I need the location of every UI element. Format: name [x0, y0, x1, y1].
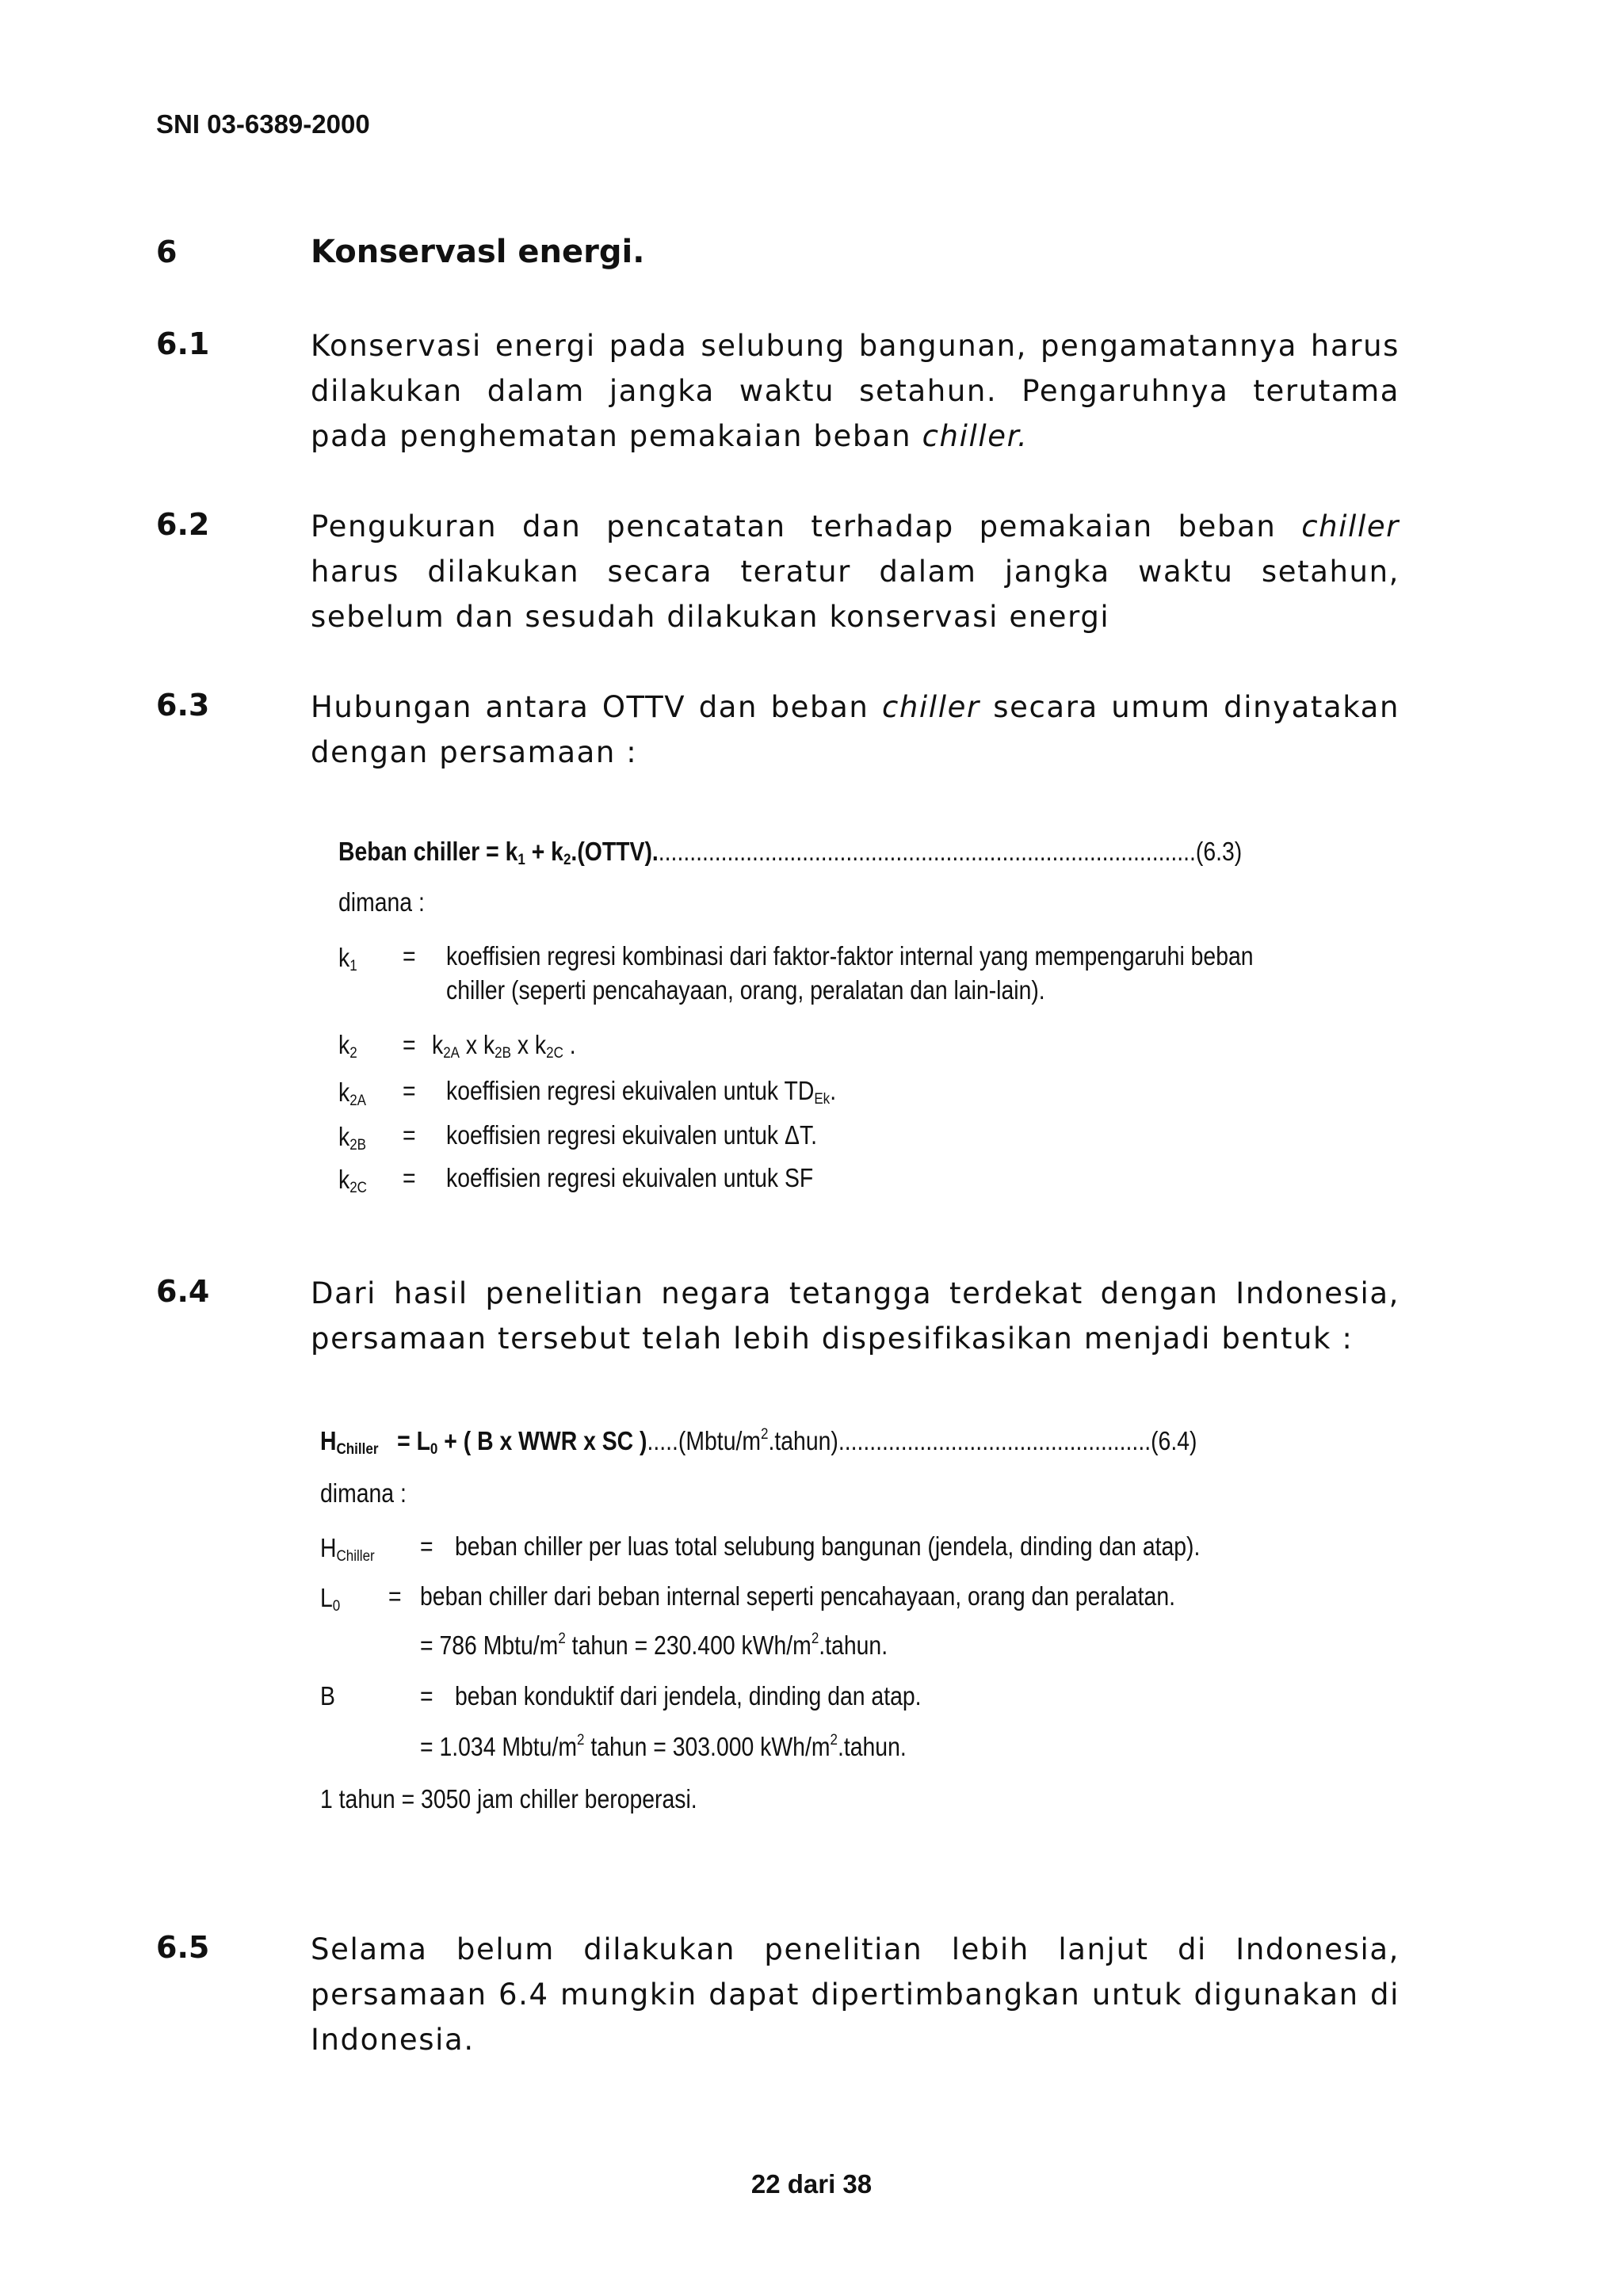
value-l0: = 786 Mbtu/$m^2$ tahun = 230.400 kWh/$m^2.tahun$. — [420, 1630, 888, 1660]
clause-text-6-4: Dari hasil penelitian negara tetangga terdekat dengan Indonesia, persamaan tersebut telah lebih dispesifikasikan menjadi bentuk : — [311, 1276, 1400, 1356]
definition-k1-line2: chiller (seperti pencahayaan, orang, peralatan dan lain-lain). — [446, 975, 1045, 1005]
value-b: = 1.034 Mbtu/$m^2$ tahun = 303.000 kWh/$m^2.tahun$. — [420, 1731, 907, 1761]
document-code-header: SNI 03-6389-2000 — [156, 109, 370, 139]
operating-hours-note: 1 tahun = 3050 jam chiller beroperasi. — [320, 1784, 697, 1814]
clause-text-6-2: Pengukuran dan pencatatan terhadap pemakaian beban chiller harus dilakukan secara teratur dalam jangka waktu setahun, sebelum dan sesudah dilakukan konservasi energi — [311, 509, 1400, 634]
symbol-k2: $k_2$ — [338, 1030, 357, 1062]
definition-k1-line1: koeffisien regresi kombinasi dari faktor-faktor internal yang mempengaruhi beban — [446, 941, 1254, 971]
equals-sign: = — [403, 1163, 416, 1192]
where-label: dimana : — [320, 1478, 407, 1508]
clause-number-6-3: 6.3 — [156, 688, 210, 723]
definition-k2: $k_{2A}$ x $k_{2B}$ x $k_{2C}$ . — [432, 1030, 576, 1062]
symbol-k2c: $k_{2C}$ — [338, 1165, 367, 1196]
definition-l0: beban chiller dari beban internal seperti pencahayaan, orang dan peralatan. — [420, 1581, 1176, 1611]
section-title: Konservasl energi. — [311, 234, 645, 270]
section-number: 6 — [156, 235, 178, 269]
equals-sign: = — [403, 1030, 416, 1059]
symbol-l0: $L_0$ — [320, 1583, 341, 1615]
symbol-h-chiller: $H_{Chiller}$ — [320, 1533, 375, 1565]
equals-sign: = — [403, 1120, 416, 1150]
equals-sign: = — [420, 1681, 433, 1711]
definition-k2c: koeffisien regresi ekuivalen untuk SF — [446, 1163, 814, 1192]
symbol-b: B — [320, 1681, 335, 1711]
symbol-k2a: $k_{2A}$ — [338, 1077, 367, 1109]
equals-sign: = — [403, 941, 416, 971]
clause-text-6-1: Konservasi energi pada selubung bangunan, pengamatannya harus dilakukan dalam jangka waktu setahun. Pengaruhnya terutama pada penghematan pemakaian beban chiller. — [311, 329, 1400, 453]
page-number-footer: 22 dari 38 — [750, 2169, 873, 2199]
clause-number-6-5: 6.5 — [156, 1930, 210, 1965]
equation-ref-6-4: (6.4) — [1151, 1426, 1197, 1455]
clause-number-6-1: 6.1 — [156, 326, 210, 361]
definition-b: beban konduktif dari jendela, dinding dan atap. — [455, 1681, 922, 1711]
clause-number-6-4: 6.4 — [156, 1274, 210, 1309]
symbol-k2b: $k_{2B}$ — [338, 1122, 367, 1154]
symbol-k1: $k_1$ — [338, 943, 357, 974]
equals-sign: = — [403, 1076, 416, 1105]
equation-6-4: $H_{Chiller}$ = $L_0$ + ( B x WWR x SC )$.....(Mbtu/m^2.tahun)..................................................(6.4)$ — [320, 1425, 1197, 1458]
equals-sign: = — [388, 1581, 402, 1611]
where-label: dimana : — [338, 887, 425, 917]
definition-h-chiller: beban chiller per luas total selubung bangunan (jendela, dinding dan atap). — [455, 1531, 1201, 1561]
equation-6-3: Beban chiller = $k_1$ + $k_2.(OTTV).......................................................................................(6.3)$ — [338, 837, 1243, 868]
equation-ref-6-3: (6.3) — [1195, 837, 1243, 866]
definition-k2a: koeffisien regresi ekuivalen untuk $TD_{Ek}$. — [446, 1076, 837, 1108]
clause-text-6-3: Hubungan antara OTTV dan beban chiller secara umum dinyatakan dengan persamaan : — [311, 690, 1400, 769]
clause-text-6-5: Selama belum dilakukan penelitian lebih lanjut di Indonesia, persamaan 6.4 mungkin dapat dipertimbangkan untuk digunakan di Indonesia. — [311, 1932, 1400, 2057]
equals-sign: = — [420, 1531, 433, 1561]
definition-k2b: koeffisien regresi ekuivalen untuk ΔT. — [446, 1120, 818, 1150]
clause-number-6-2: 6.2 — [156, 507, 210, 542]
